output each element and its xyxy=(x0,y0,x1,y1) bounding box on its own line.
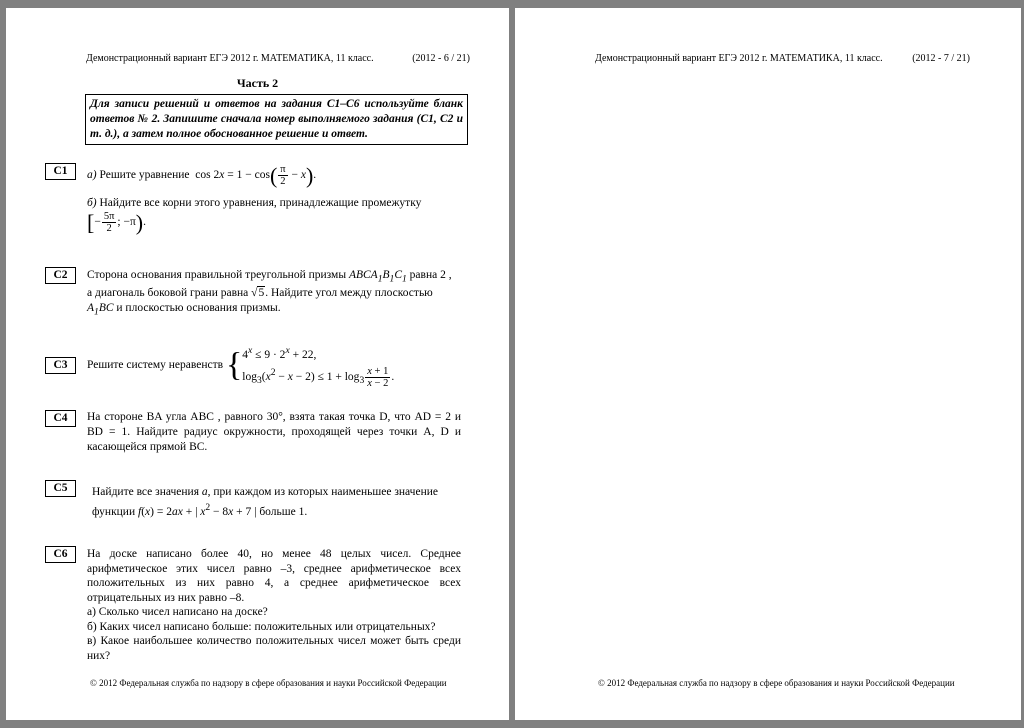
c2-text-4: . Найдите угол между плоскостью xyxy=(265,287,433,300)
task-c1-part-b xyxy=(87,196,461,234)
task-label-c3: C3 xyxy=(45,357,76,374)
page-header xyxy=(595,53,970,64)
c1-b-text: Найдите все корни этого уравнения, принадлежащие промежутку xyxy=(99,197,422,209)
c5-text-4: больше 1. xyxy=(259,505,308,518)
c5-text-3: функции xyxy=(92,505,136,518)
c2-text-2: равна 2 , xyxy=(409,269,452,281)
c6-intro: На доске написано более 40, но менее 48 целых чисел. Среднее арифметическое этих чисел равно –3, среднее арифметическое всех положительных из них равно 4, а среднее арифметическое всех отрицательных из них равно –8. xyxy=(87,548,461,604)
header-title: Демонстрационный вариант ЕГЭ 2012 г. МАТЕМАТИКА, 11 класс. xyxy=(595,53,883,64)
c5-text-1: Найдите все значения xyxy=(92,486,199,498)
task-label-c2: C2 xyxy=(45,267,76,284)
c2-sqrt5: √5 xyxy=(251,287,265,300)
c3-text: Решите систему неравенств xyxy=(87,359,224,372)
header-title: Демонстрационный вариант ЕГЭ 2012 г. МАТЕМАТИКА, 11 класс. xyxy=(86,53,374,64)
task-label-c6: C6 xyxy=(45,546,76,563)
c1-a-text: Решите уравнение xyxy=(99,169,190,182)
c1-a-prefix: а) xyxy=(87,169,97,182)
task-c4-text: На стороне BA угла ABC , равного 30°, взята такая точка D, что AD = 2 и BD = 1. Найдите радиус окружности, проходящей через точки A, D и касающейся прямой BC. xyxy=(87,411,461,453)
task-c1-part-a xyxy=(87,164,461,187)
task-label-c4: C4 xyxy=(45,410,76,427)
page-footer: © 2012 Федеральная служба по надзору в сфере образования и науки Российской Федерации xyxy=(90,678,447,688)
part-title: Часть 2 xyxy=(236,76,279,90)
c5-param: a xyxy=(201,486,208,498)
instructions-box: Для записи решений и ответов на задания С1–С6 используйте бланк ответов № 2. Запишите сначала номер выполняемого задания (С1, С2 и т. д.), а затем полное обоснованное решение и ответ. xyxy=(85,94,468,145)
task-c3-text xyxy=(87,342,461,389)
task-c6-text xyxy=(87,547,461,663)
task-label-c1: C1 xyxy=(45,163,76,180)
task-label-c5: C5 xyxy=(45,480,76,497)
c5-text-2: , при каждом из которых наименьшее значение xyxy=(207,486,438,498)
document-page-left xyxy=(6,8,509,720)
c3-system: $4^x \le 9 \cdot 2^x + 22$, $\log_3(x^2 - x - 2) \le 1 + \log_3$ $\frac{x + 1}{x - 2}$ . xyxy=(242,345,395,389)
page-number: (2012 - 6 / 21) xyxy=(412,53,470,64)
c1-equation: cos 2x = 1 − cos( $\frac{\pi}{2}$ − x). xyxy=(192,163,317,188)
task-c5-text xyxy=(92,485,462,520)
c6-question-b: б) Каких чисел написано больше: положительных или отрицательных? xyxy=(87,620,436,633)
c2-prism-name: $ABCA_1B_1C_1$ xyxy=(348,269,407,285)
c2-text-1: Сторона основания правильной треугольной призмы xyxy=(87,269,347,281)
page-header xyxy=(86,53,470,64)
c2-text-3: а диагональ боковой грани равна xyxy=(87,287,249,300)
page-number: (2012 - 7 / 21) xyxy=(912,53,970,64)
c5-function: f(x) = 2ax + | $x^2 - 8x + 7$ | xyxy=(138,502,257,518)
c1-b-prefix: б) xyxy=(87,197,97,209)
c6-question-c: в) Какое наибольшее количество положительных чисел может быть среди них? xyxy=(87,635,461,662)
task-c2-text xyxy=(87,268,461,320)
c2-text-5: и плоскостью основания призмы. xyxy=(116,302,281,315)
c1-interval: [− $\frac{5\pi}{2}$ ; −π). xyxy=(87,210,146,235)
c2-plane-name: $A_1BC$ xyxy=(87,302,114,318)
page-footer: © 2012 Федеральная служба по надзору в сфере образования и науки Российской Федерации xyxy=(598,678,955,688)
document-page-right xyxy=(515,8,1021,720)
c6-question-a: а) Сколько чисел написано на доске? xyxy=(87,606,268,618)
c3-system-brace: { xyxy=(225,346,243,384)
